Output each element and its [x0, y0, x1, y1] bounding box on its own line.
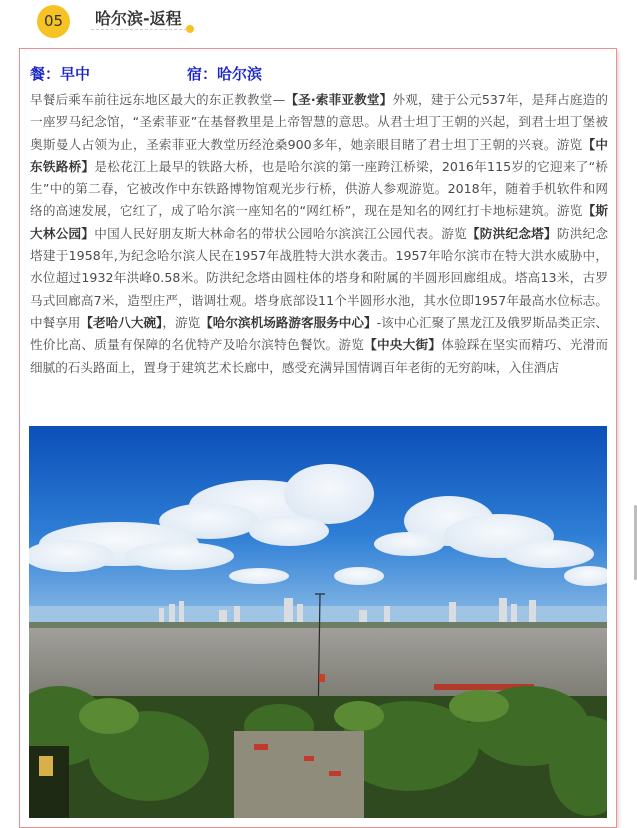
attraction-stalin-park: 【斯大林公园】 [30, 203, 608, 241]
desc-text: 防洪纪念塔建于1958年,为纪念哈尔滨人民在1957年战胜特大洪水袭击。1957年哈尔滨市在特大洪水威胁中，水位超过1932年洪峰0.58米。防洪纪念塔由圆柱体的塔身和附属的半圆形回廊组成。塔高13米，古罗马式回廊高7米，造型庄严，谐调壮观。塔身底部设11个半圆形水池，其水位即1957年最高水位标志。中餐享用 [30, 225, 609, 330]
desc-text: 中国人民好朋友斯大林命名的带状公园哈尔滨滨江公园代表。游览 [94, 225, 467, 241]
day-title: 哈尔滨-返程 [95, 9, 182, 28]
desc-text: 早餐后乘车前往远东地区最大的东正教教堂— [30, 92, 286, 107]
desc-text: ，游览 [162, 314, 201, 330]
attraction-sofia-cathedral: 【圣·索菲亚教堂】 [285, 92, 393, 107]
desc-text: 外观，建于公元537年，是拜占庭造的一座罗马纪念馆，“圣索菲亚”在基督教里是上帝智慧的意思。从君士坦丁王朝的兴起，到君士坦丁堡被奥斯曼人占领为止，圣索菲亚大教堂历经沧桑900多年，她亲眼目睹了君士坦丁王朝的兴衰。游览 [30, 92, 608, 152]
meal-laoha-badawan: 【老哈八大碗】 [80, 314, 163, 330]
title-underline [91, 29, 187, 30]
title-dot-icon [186, 25, 194, 33]
desc-text: 是松花江上最早的铁路大桥，也是哈尔滨的第一座跨江桥梁，2016年115岁的它迎来了“桥生”中的第二春，它被改作中东铁路博物馆观光步行桥，供游人参观游览。2018年，随着手机软件和网络的高速发展，它红了，成了哈尔滨一座知名的“网红桥”，现在是知名的网红打卡地标建筑。游览 [30, 158, 608, 219]
attraction-central-street: 【中央大街】 [364, 337, 442, 353]
attraction-flood-monument: 【防洪纪念塔】 [466, 225, 557, 241]
attraction-visitor-center: 【哈尔滨机场路游客服务中心】 [200, 314, 377, 330]
desc-text: -该中心汇聚了黑龙江及俄罗斯品类正宗、性价比高、质量有保障的名优特产及哈尔滨特色餐饮。游览 [30, 314, 609, 353]
meal-stay-row [30, 63, 263, 84]
stay-label: 宿：哈尔滨 [187, 65, 263, 83]
river-city-skyline-photo [29, 426, 607, 818]
attraction-railway-bridge: 【中东铁路桥】 [30, 136, 608, 174]
itinerary-description [30, 89, 608, 379]
desc-text: 体验踩在坚实而精巧、光滑而细腻的石头路面上，置身于建筑艺术长廊中，感受充满异国情调百年老街的无穷韵味，入住酒店 [30, 337, 609, 375]
itinerary-card [19, 48, 617, 828]
day-number-badge: 05 [37, 5, 70, 38]
day-header [0, 0, 637, 44]
meal-label: 餐：早中 [30, 65, 91, 83]
